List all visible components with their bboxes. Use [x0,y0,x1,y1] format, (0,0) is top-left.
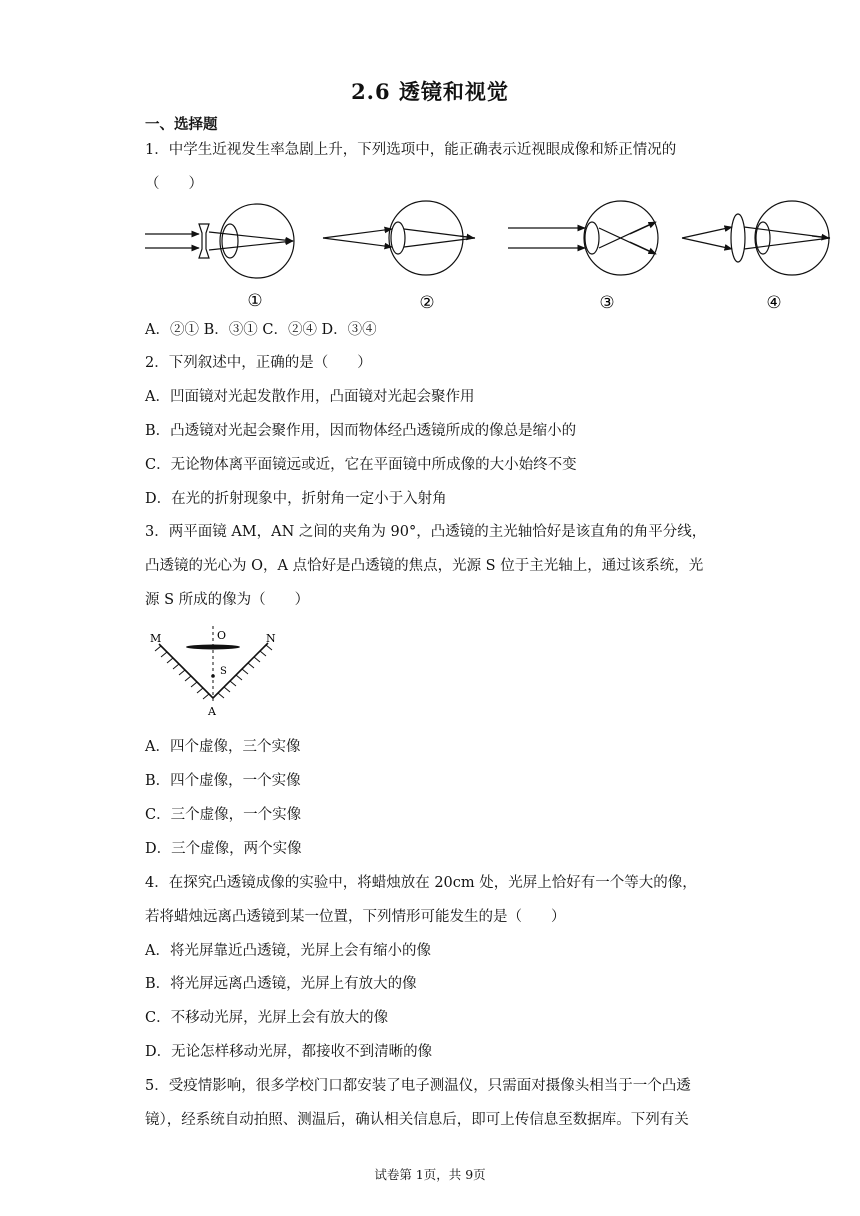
question-2-option-a: A．凹面镜对光起发散作用，凸面镜对光起会聚作用 [145,389,475,405]
question-4-option-a: A．将光屏靠近凸透镜，光屏上会有缩小的像 [145,943,431,959]
question-3-option-a: A．四个虚像，三个实像 [145,739,301,755]
section-heading: 一、选择题 [145,116,218,133]
mirror-label-m: M [150,632,162,645]
question-3-option-b: B．四个虚像，一个实像 [145,773,301,789]
question-4-stem-line-1: 4．在探究凸透镜成像的实验中，将蜡烛放在 20cm 处，光屏上恰好有一个等大的像， [145,875,697,891]
page-footer: 试卷第 1页，共 9页 [374,1167,486,1182]
eye-1-diagram [145,204,294,278]
question-4-option-c: C．不移动光屏，光屏上会有放大的像 [145,1010,389,1026]
figure-label-1: ① [247,291,263,311]
mirror-lens-figure [140,622,290,722]
page-title: 2.6 透镜和视觉 [351,79,509,104]
mirror-label-n: N [266,632,276,645]
focus-label-a: A [208,705,216,718]
figure-label-3: ③ [599,293,615,313]
question-4-stem-line-2: 若将蜡烛远离凸透镜到某一位置，下列情形可能发生的是（ ） [145,909,566,925]
question-1-bracket: （ ） [145,176,203,192]
question-3-stem-line-1: 3．两平面镜 AM，AN 之间的夹角为 90°，凸透镜的主光轴恰好是该直角的角平分线， [145,524,707,540]
question-3-option-d: D．三个虚像，两个实像 [145,841,302,857]
eye-4-diagram [682,201,830,275]
source-label-s: S [220,666,227,677]
question-5-stem-line-2: 镜），经系统自动拍照、测温后，确认相关信息后，即可上传信息至数据库。下列有关 [145,1112,689,1128]
question-3-stem-line-2: 凸透镜的光心为 O，A 点恰好是凸透镜的焦点，光源 S 位于主光轴上，通过该系统，光 [145,558,704,574]
question-3-option-c: C．三个虚像，一个实像 [145,807,302,823]
question-5-stem-line-1: 5．受疫情影响，很多学校门口都安装了电子测温仪，只需面对摄像头相当于一个凸透 [145,1078,691,1094]
question-4-option-d: D．无论怎样移动光屏，都接收不到清晰的像 [145,1044,433,1060]
question-3-stem-line-3: 源 S 所成的像为（ ） [145,592,310,608]
question-1-stem: 1．中学生近视发生率急剧上升，下列选项中，能正确表示近视眼成像和矫正情况的 [145,142,677,158]
figure-label-4: ④ [766,293,782,313]
eye-2-diagram [323,201,475,275]
question-4-option-b: B．将光屏远离凸透镜，光屏上有放大的像 [145,976,417,992]
question-1-options: A．②① B．③① C．②④ D．③④ [145,322,377,338]
question-2-stem: 2．下列叙述中，正确的是（ ） [145,355,372,371]
question-2-option-d: D．在光的折射现象中，折射角一定小于入射角 [145,491,447,507]
question-2-option-c: C．无论物体离平面镜远或近，它在平面镜中所成像的大小始终不变 [145,457,577,473]
figure-label-2: ② [419,293,435,313]
lens-label-o: O [217,629,227,642]
question-2-option-b: B．凸透镜对光起会聚作用，因而物体经凸透镜所成的像总是缩小的 [145,423,577,439]
eye-3-diagram [508,201,658,275]
eye-diagrams-figure [140,196,840,316]
